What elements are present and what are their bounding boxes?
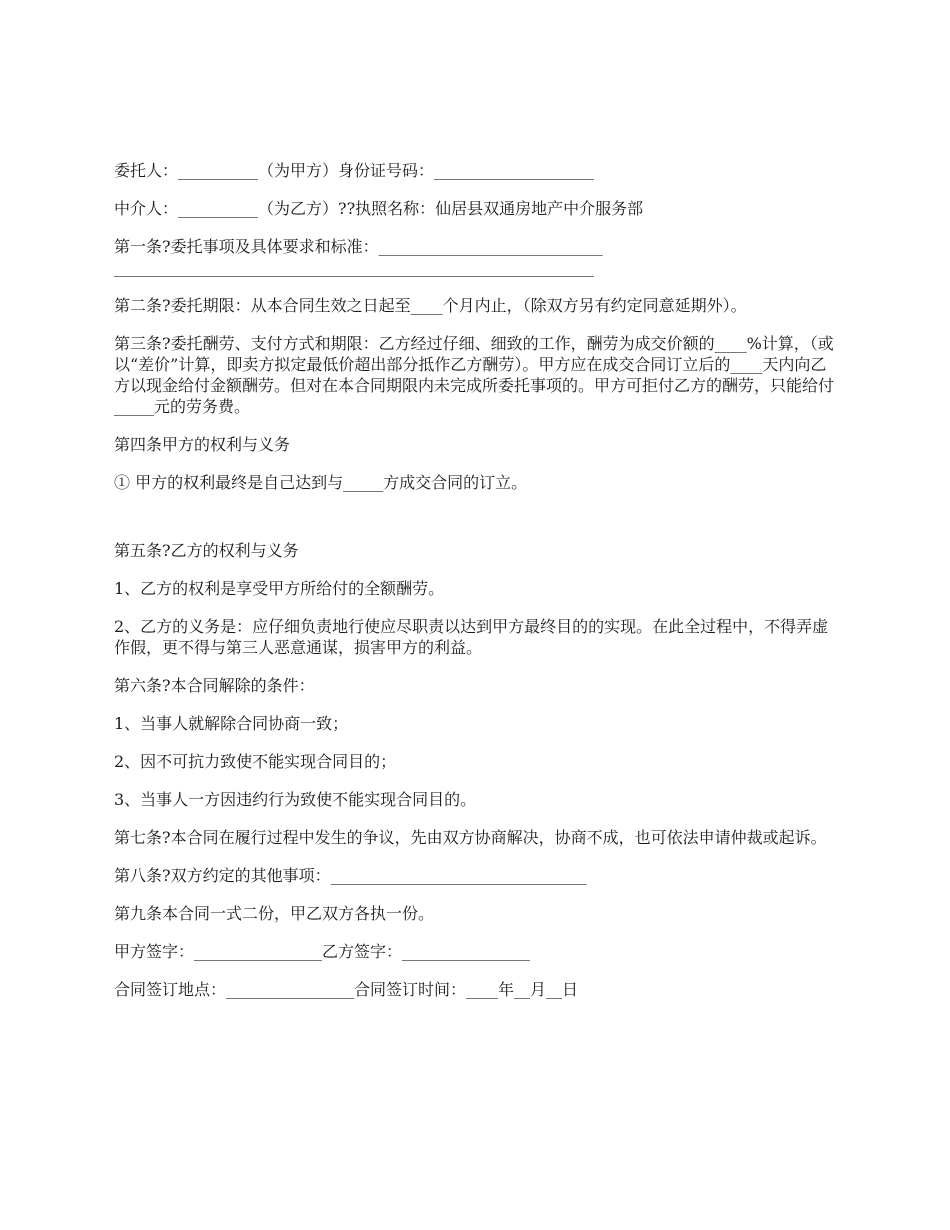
article-6-item-2: 2、因不可抗力致使不能实现合同目的； — [114, 752, 397, 771]
article-4-heading: 第四条甲方的权利与义务 — [114, 435, 291, 454]
signature-line: 甲方签字：________________乙方签字：________________ — [114, 942, 531, 961]
article-6-item-3: 3、当事人一方因违约行为致使不能实现合同目的。 — [114, 790, 477, 809]
article-5-item-2: 2、乙方的义务是：应仔细负责地行使应尽职责以达到甲方最终目的的实现。在此全过程中，不得弄虚作假，更不得与第三人恶意通谋，损害甲方的利益。 — [114, 617, 829, 657]
article-6-heading: 第六条?本合同解除的条件： — [114, 676, 315, 695]
blank-spacer — [114, 510, 840, 540]
article-6-item-1: 1、当事人就解除合同协商一致； — [114, 714, 349, 733]
article-4-item-1: ① 甲方的权利最终是自己达到与_____方成交合同的订立。 — [114, 473, 528, 492]
article-2: 第二条?委托期限：从本合同生效之日起至____个月内止，（除双方另有约定同意延期外）。 — [114, 296, 747, 315]
article-1: 第一条?委托事项及具体要求和标准：____________________________ ____________________________________________________________ — [114, 237, 603, 277]
article-9: 第九条本合同一式二份，甲乙双方各执一份。 — [114, 904, 435, 923]
article-5-heading: 第五条?乙方的权利与义务 — [114, 541, 299, 560]
article-3: 第三条?委托酬劳、支付方式和期限：乙方经过仔细、细致的工作，酬劳为成交价额的____%计算，（或以“差价”计算，即卖方拟定最低价超出部分抵作乙方酬劳）。甲方应在成交合同订立后的____天内向乙方以现金给付金额酬劳。但对在本合同期限内未完成所委托事项的。甲方可拒付乙方的酬劳，只能给付_____元的劳务费。 — [114, 334, 835, 416]
article-7: 第七条?本合同在履行过程中发生的争议，先由双方协商解决，协商不成，也可依法申请仲裁或起诉。 — [114, 828, 827, 847]
signing-place-time-line: 合同签订地点：________________合同签订时间：____年__月__日 — [114, 980, 579, 999]
article-5-item-1: 1、乙方的权利是享受甲方所给付的全额酬劳。 — [114, 579, 445, 598]
article-8: 第八条?双方约定的其他事项：________________________________ — [114, 866, 587, 885]
party-b-line: 中介人：__________（为乙方）??执照名称：仙居县双通房地产中介服务部 — [114, 199, 644, 218]
party-a-line: 委托人：__________（为甲方）身份证号码：____________________ — [114, 161, 595, 180]
